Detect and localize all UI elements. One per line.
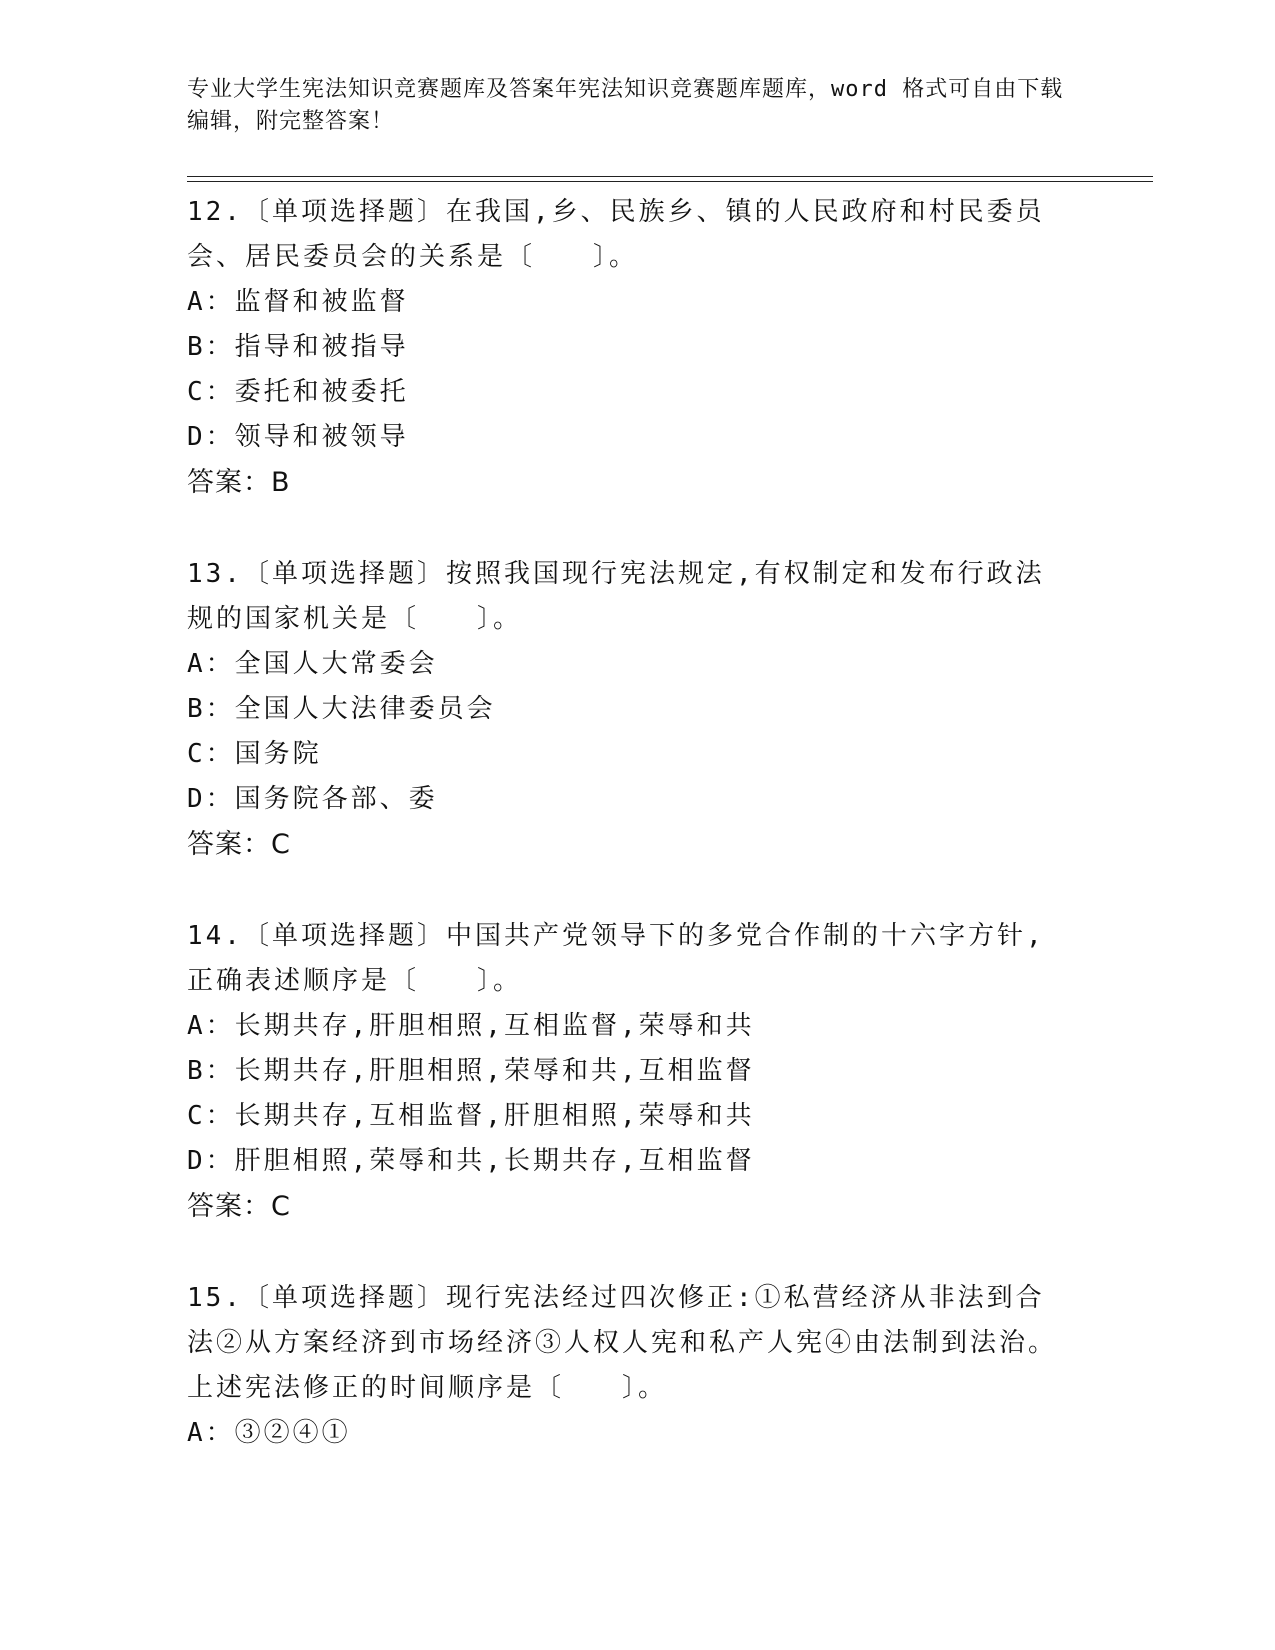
option-d: D：领导和被领导 [187,422,409,452]
question-stem: 14.〔单项选择题〕中国共产党领导下的多党合作制的十六字方针,正确表述顺序是〔 〕。 [187,921,1045,996]
option-b: B：全国人大法律委员会 [187,694,496,724]
option-b: B：长期共存,肝胆相照,荣辱和共,互相监督 [187,1056,755,1086]
question-stem: 13.〔单项选择题〕按照我国现行宪法规定,有权制定和发布行政法规的国家机关是〔 〕。 [187,559,1045,634]
question-14 [187,914,1067,1229]
question-stem: 15.〔单项选择题〕现行宪法经过四次修正:①私营经济从非法到合法②从方案经济到市场经济③人权人宪和私产人宪④由法制到法治。上述宪法修正的时间顺序是〔 〕。 [187,1283,1058,1403]
answer-line: 答案：C [187,1191,291,1222]
question-12 [187,190,1067,505]
option-c: C：长期共存,互相监督,肝胆相照,荣辱和共 [187,1101,755,1131]
option-c: C：委托和被委托 [187,377,409,407]
header-divider-top [187,176,1153,177]
option-a: A：监督和被监督 [187,287,409,317]
question-15 [187,1276,1067,1456]
question-13 [187,552,1067,867]
option-c: C：国务院 [187,739,322,769]
answer-line: 答案：C [187,829,291,860]
option-d: D：肝胆相照,荣辱和共,长期共存,互相监督 [187,1146,755,1176]
document-header: 专业大学生宪法知识竞赛题库及答案年宪法知识竞赛题库题库，word 格式可自由下载编辑，附完整答案！ [187,77,1064,134]
header-divider-bottom [187,181,1153,182]
option-a: A：长期共存,肝胆相照,互相监督,荣辱和共 [187,1011,755,1041]
answer-line: 答案：B [187,467,291,498]
option-a: A：③②④① [187,1418,351,1448]
option-d: D：国务院各部、委 [187,784,438,814]
option-a: A：全国人大常委会 [187,649,438,679]
question-stem: 12.〔单项选择题〕在我国,乡、民族乡、镇的人民政府和村民委员会、居民委员会的关系是〔 〕。 [187,197,1045,272]
option-b: B：指导和被指导 [187,332,409,362]
